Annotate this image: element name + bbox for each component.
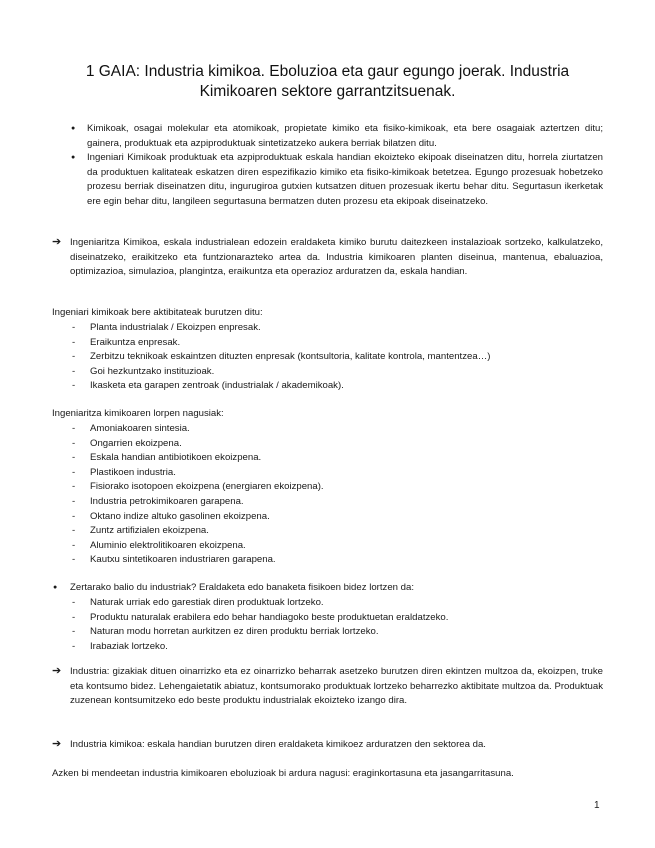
list-item: - Oktano indize altuko gasolinen ekoizpena. [72,510,324,525]
list-item: - Industria petrokimikoaren garapena. [72,495,324,510]
paragraph-text: Industria: gizakiak dituen oinarrizko eta ez oinarrizko beharrak asetzeko burutzen diren ekintzen multzoa da, ekoizpen, truke eta kontsumo bidez. Lehengaietatik abiatuz, kontsumorako produktuak lortzeko beharrezko aktibitate multzoa da. Produktuak zuzenean kontsumitzeko edo beste produktu industrialak ekoizteko izango dira. [70,666,603,707]
list-item: - Eraikuntza enpresak. [72,336,490,351]
list-item: - Amoniakoaren sintesia. [72,422,324,437]
list-item: ● Kimikoak, osagai molekular eta atomikoak, propietate kimiko eta fisiko-kimikoak, eta bere osagaiak aztertzen ditu; gainera, produktuak eta azpiproduktuak sintetizatzeko aukera berriak bilatzen ditu. [68,122,603,151]
question-text: Zertarako balio du industriak? Eraldaketa edo banaketa fisikoen bidez lortzen da: [70,582,414,593]
purpose-list [72,596,448,654]
purpose-question [52,581,603,596]
arrow-icon: ➔ [52,236,62,248]
list-item: - Kautxu sintetikoaren industriaren garapena. [72,553,324,568]
intro-bullet-list [68,122,603,210]
bullet-icon: ● [53,584,58,591]
page-number: 1 [594,800,600,811]
list-item: - Plastikoen industria. [72,466,324,481]
list-item: - Zerbitzu teknikoak eskaintzen dituzten enpresak (kontsultoria, kalitate kontrola, mantentzea…) [72,350,490,365]
list-item: ● Ingeniari Kimikoak produktuak eta azpiproduktuak eskala handian ekoizteko ekipoak diseinatzen ditu, horrela ziurtatzen da produktuen kalitateak eskatzen diren espezifikazio kimiko eta fisiko-kimikoak betetzea. Egungo prozesuak hobetzeko prozesu berriak diseinatzen ditu, ingurugiroa gutxien kutsatzen dituen prozesuak ikertu behar ditu. Segurtasun ikerketak ere egin behar ditu, langileen segurtasuna bermatzen duten prozesu eta ekipoak diseinatzeko. [68,151,603,209]
list-item: - Naturak urriak edo garestiak diren produktuak lortzeko. [72,596,448,611]
list-item: - Eskala handian antibiotikoen ekoizpena. [72,451,324,466]
arrow-icon: ➔ [52,738,62,750]
list-item: - Planta industrialak / Ekoizpen enpresak. [72,321,490,336]
arrow-paragraph-chemical-industry [52,738,603,753]
list-item: - Irabaziak lortzeko. [72,640,448,655]
arrow-paragraph-industry [52,665,603,709]
list-item: - Goi hezkuntzako instituzioak. [72,365,490,380]
activities-heading: Ingeniari kimikoak bere aktibitateak burutzen ditu: [52,307,263,318]
arrow-paragraph-engineering [52,236,603,280]
paragraph-text: Ingeniaritza Kimikoa, eskala industrialean edozein eraldaketa kimiko burutu daitezkeen instalazioak sortzeko, kalkulatzeko, diseinatzeko, eraikitzeko eta funtzionarazteko artea da. Industria kimikoaren planten diseinua, mantenua, ebaluazioa, optimizazioa, simulazioa, plangintza, eraikuntza eta operazioz arduratzen da, eskala handian. [70,237,603,278]
achievements-heading: Ingeniaritza kimikoaren lorpen nagusiak: [52,408,224,419]
list-item: - Naturan modu horretan aurkitzen ez diren produktu berriak lortzeko. [72,625,448,640]
list-item: - Fisiorako isotopoen ekoizpena (energiaren ekoizpena). [72,480,324,495]
activities-list [72,321,490,394]
list-item: - Zuntz artifizialen ekoizpena. [72,524,324,539]
list-item: - Ikasketa eta garapen zentroak (industrialak / akademikoak). [72,379,490,394]
page-title: 1 GAIA: Industria kimikoa. Eboluzioa eta gaur egungo joerak. Industria Kimikoaren sektore garrantzitsuenak. [85,63,570,100]
closing-paragraph: Azken bi mendeetan industria kimikoaren eboluzioak bi ardura nagusi: eraginkortasuna eta jasangarritasuna. [52,768,514,779]
list-item: - Ongarrien ekoizpena. [72,437,324,452]
list-item: - Produktu naturalak erabilera edo behar handiagoko beste produktuetan eraldatzeko. [72,611,448,626]
achievements-list [72,422,324,568]
arrow-icon: ➔ [52,665,62,677]
paragraph-text: Industria kimikoa: eskala handian burutzen diren eraldaketa kimikoez arduratzen den sektorea da. [70,739,486,750]
list-item: - Aluminio elektrolitikoaren ekoizpena. [72,539,324,554]
